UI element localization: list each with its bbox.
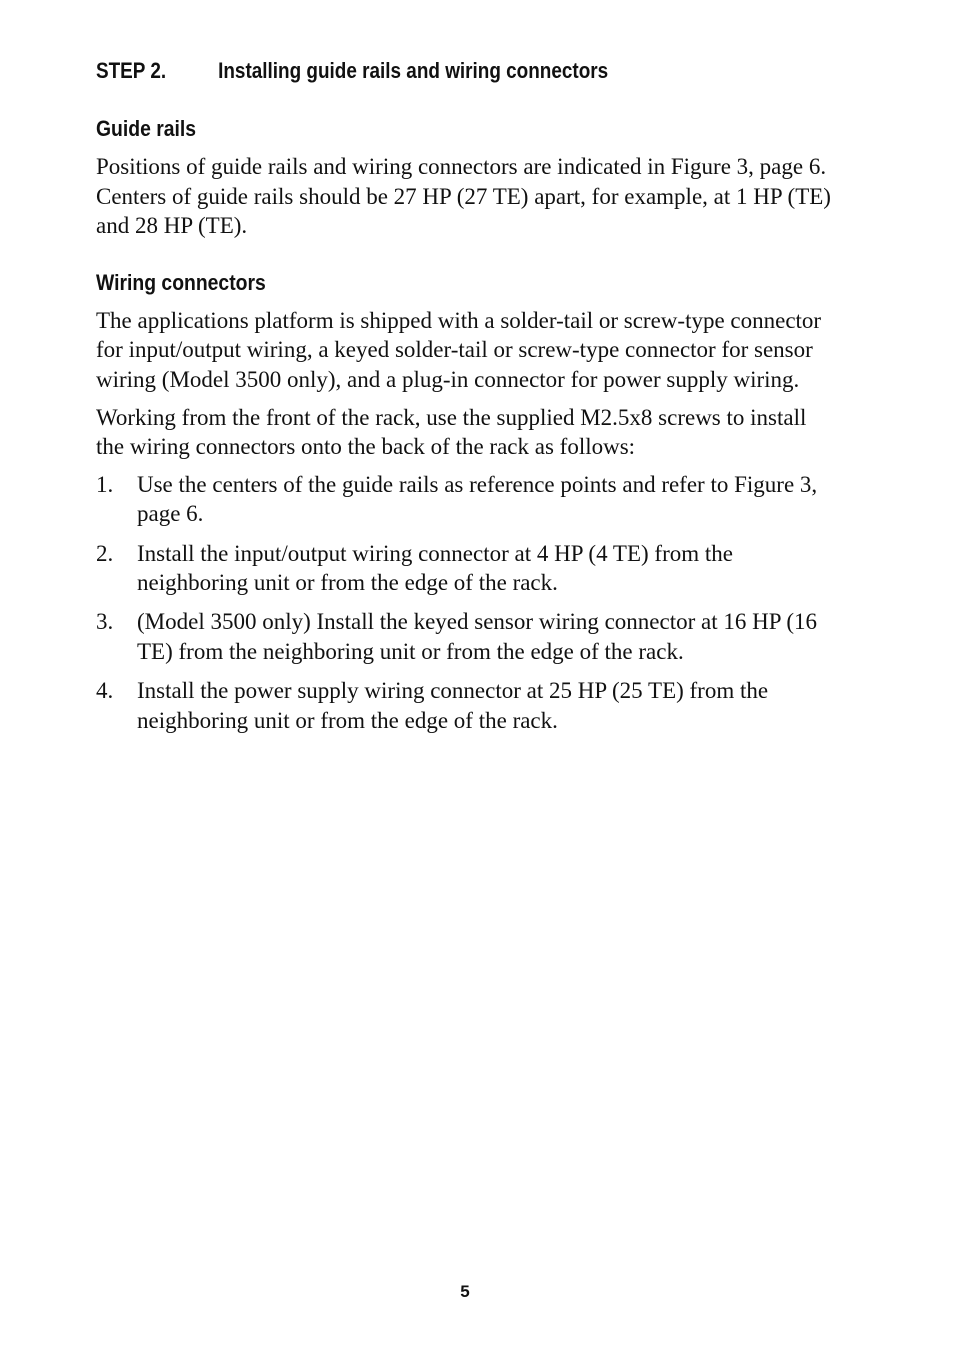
- list-item-number: 4.: [96, 678, 114, 704]
- wiring-connectors-heading: Wiring connectors: [96, 269, 266, 295]
- wiring-connectors-paragraph-2: Working from the front of the rack, use the supplied M2.5x8 screws to install the wiring connectors onto the back of the rack as follows:: [96, 404, 807, 460]
- wiring-connectors-paragraph-1: The applications platform is shipped with a solder-tail or screw-type connector for input/output wiring, a keyed solder-tail or screw-type connector for sensor wiring (Model 3500 only), and a plug-in connector for power supply wiring.: [96, 307, 822, 392]
- list-item-number: 2.: [96, 540, 114, 566]
- guide-rails-heading: Guide rails: [96, 116, 197, 141]
- list-item: [96, 607, 836, 666]
- guide-rails-paragraph: Positions of guide rails and wiring connectors are indicated in Figure 3, page 6. Centers of guide rails should be 27 HP (27 TE) apart, for example, at 1 HP (TE) and 28 HP (TE).: [96, 154, 831, 239]
- list-item-text: Install the power supply wiring connector at 25 HP (25 TE) from the neighboring unit or from the edge of the rack.: [137, 678, 769, 733]
- step-label: STEP 2.: [96, 58, 167, 83]
- list-item-number: 3.: [96, 609, 114, 635]
- step-heading: [96, 56, 732, 86]
- list-item: [96, 470, 836, 529]
- list-item-number: 1.: [96, 471, 114, 497]
- list-item: [96, 676, 836, 735]
- list-item-text: Install the input/output wiring connector at 4 HP (4 TE) from the neighboring unit or from the edge of the rack.: [137, 540, 733, 596]
- list-item-text: Use the centers of the guide rails as reference points and refer to Figure 3, page 6.: [137, 471, 818, 527]
- list-item: [96, 539, 836, 598]
- list-item-text: (Model 3500 only) Install the keyed sensor wiring connector at 16 HP (16 TE) from the neighboring unit or from the edge of the rack.: [137, 609, 818, 664]
- installation-steps-list: [96, 470, 836, 736]
- page-number: 5: [460, 1282, 470, 1301]
- document-page: [96, 56, 836, 745]
- step-title: Installing guide rails and wiring connectors: [218, 58, 609, 83]
